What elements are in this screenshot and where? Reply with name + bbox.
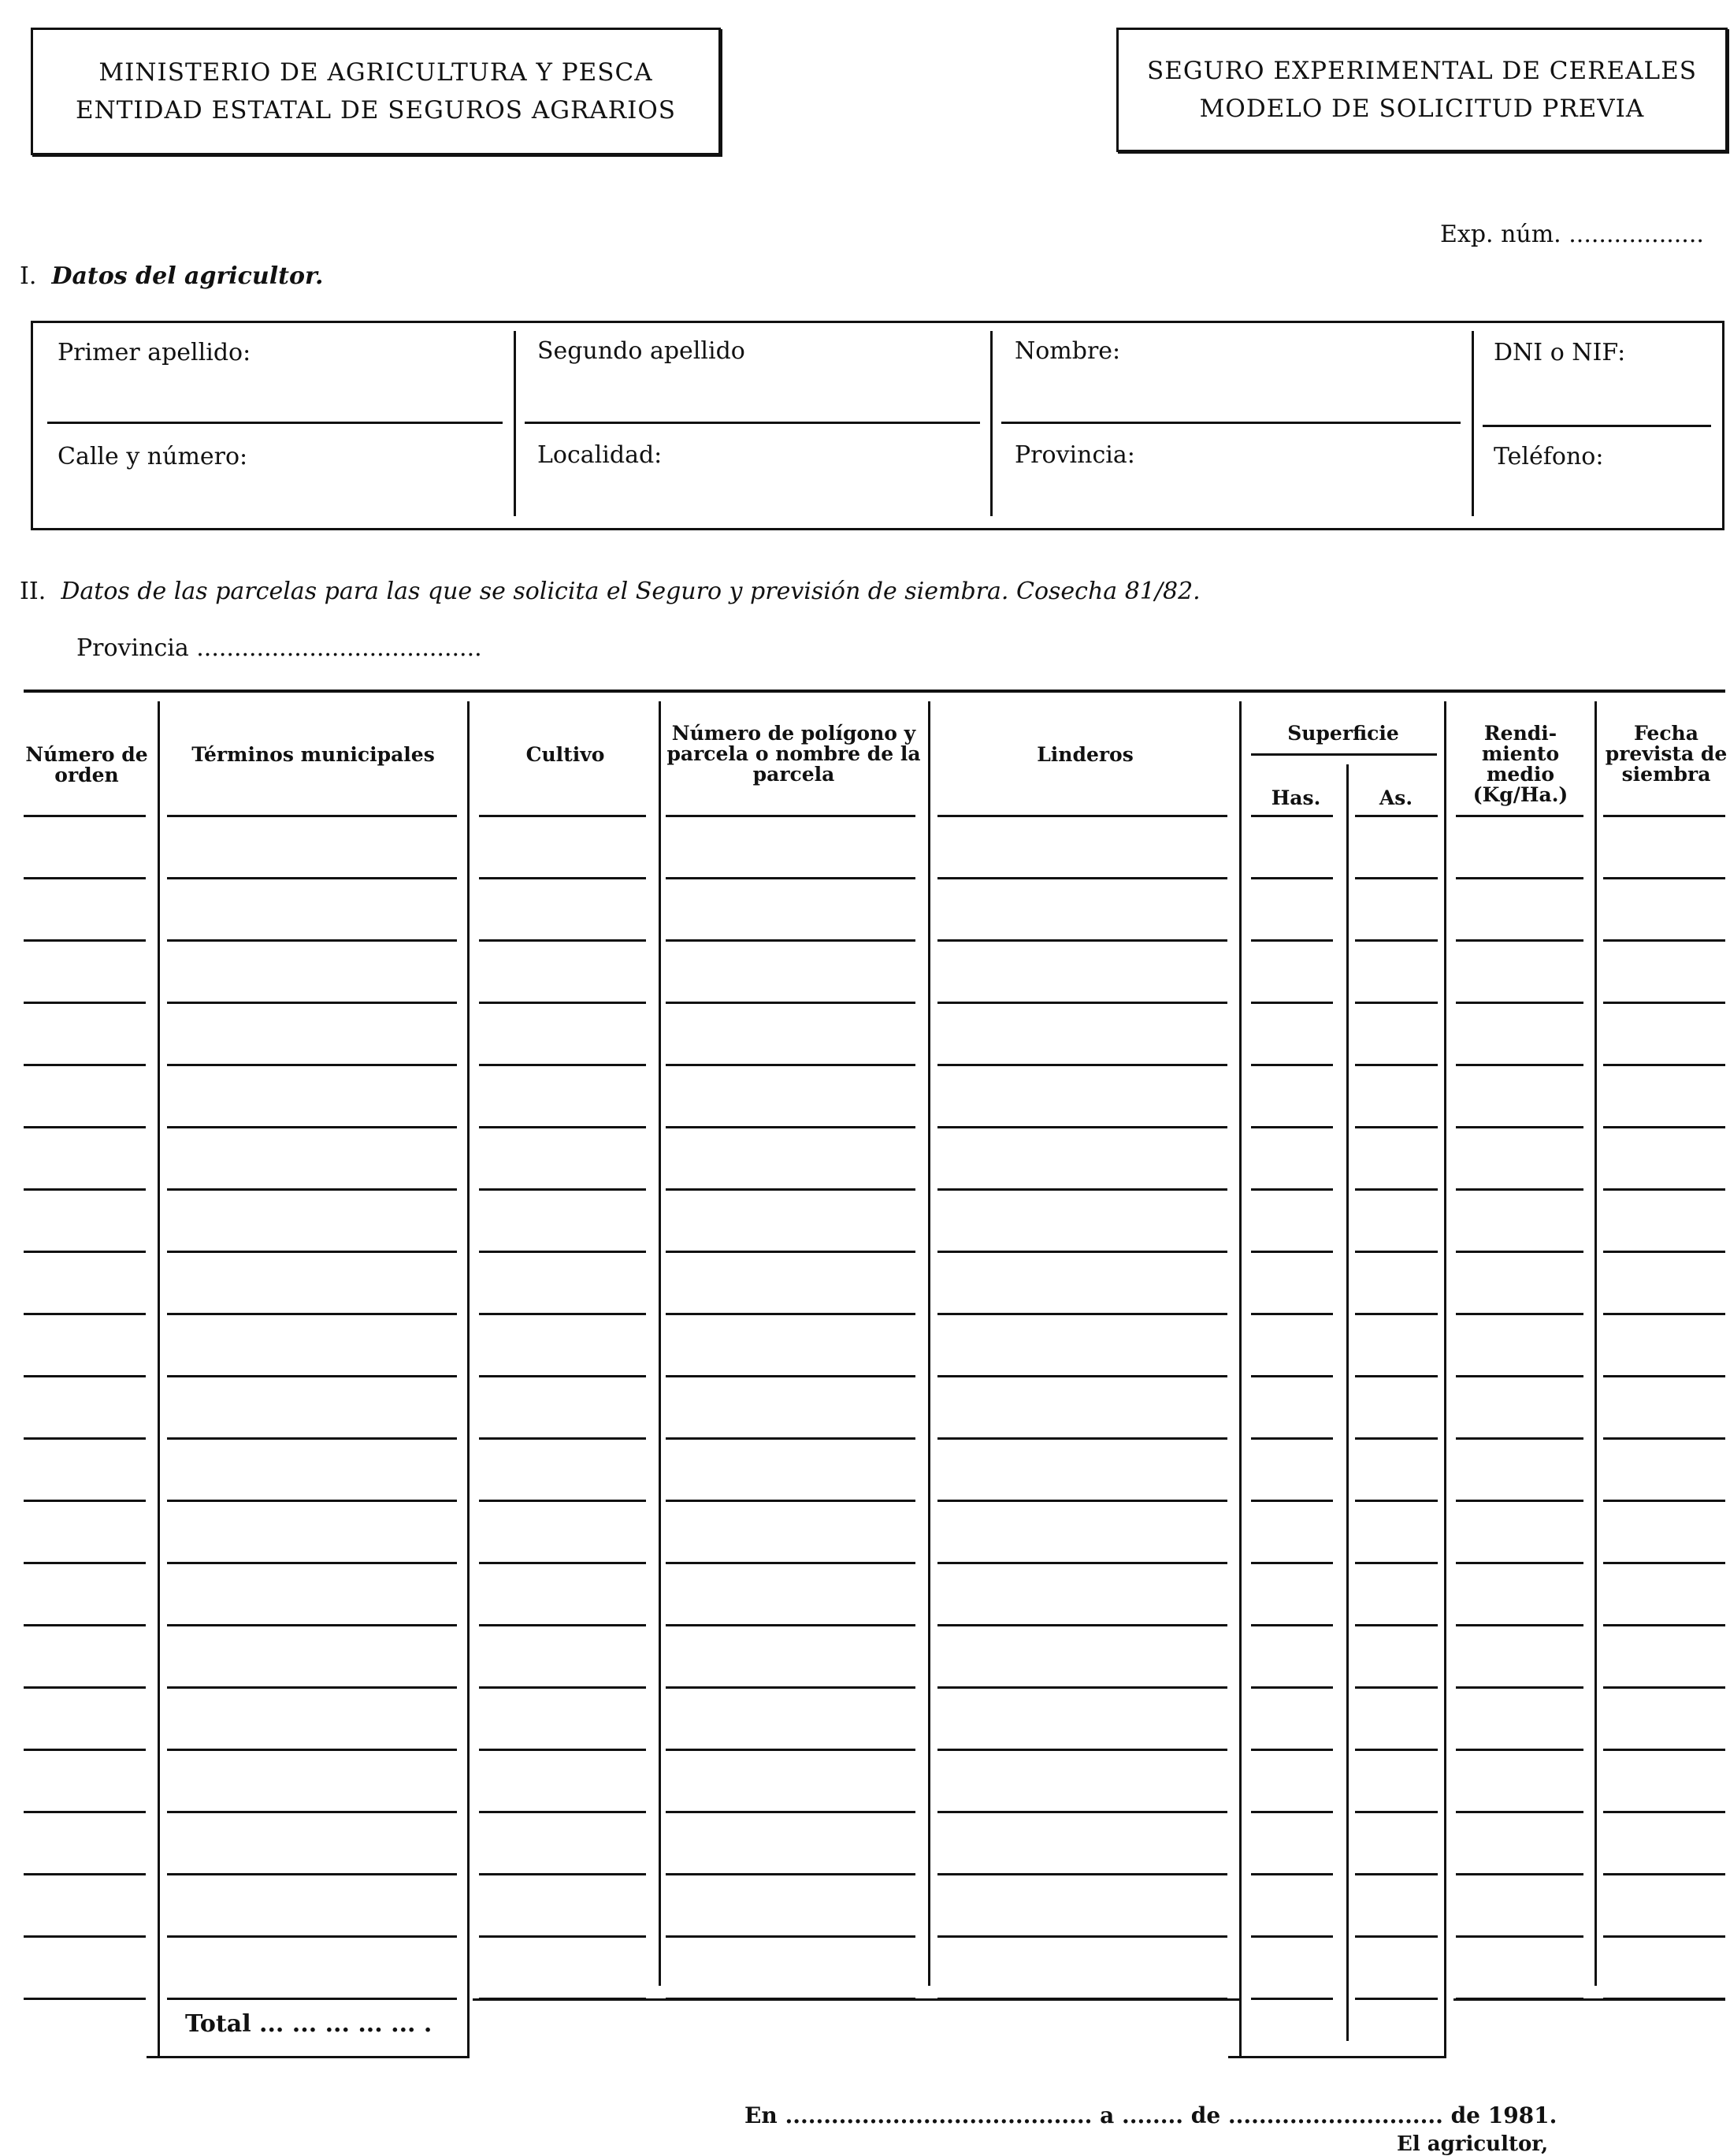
table-entry-line[interactable] <box>479 1686 646 1689</box>
table-entry-line[interactable] <box>1355 1188 1438 1191</box>
table-entry-line[interactable] <box>1251 1251 1333 1253</box>
table-entry-line[interactable] <box>1456 1686 1583 1689</box>
table-entry-line[interactable] <box>1603 877 1725 879</box>
farmer-data-box <box>31 321 1724 530</box>
table-entry-line[interactable] <box>937 1562 1227 1564</box>
table-entry-line[interactable] <box>479 1437 646 1440</box>
table-entry-line[interactable] <box>1355 1126 1438 1128</box>
table-entry-line[interactable] <box>937 1313 1227 1315</box>
table-entry-line[interactable] <box>479 1624 646 1626</box>
table-entry-line[interactable] <box>1603 1002 1725 1004</box>
divider <box>1472 331 1474 516</box>
table-entry-line[interactable] <box>1251 1375 1333 1377</box>
table-bottom-line <box>1453 1998 1725 2001</box>
table-entry-line[interactable] <box>24 1188 146 1191</box>
total-label: Total ... ... ... ... ... . <box>185 2010 432 2038</box>
divider <box>514 331 516 516</box>
table-entry-line[interactable] <box>24 1313 146 1315</box>
table-entry-line[interactable] <box>479 1313 646 1315</box>
table-entry-line[interactable] <box>1603 1375 1725 1377</box>
table-entry-line[interactable] <box>666 1562 915 1564</box>
table-entry-line[interactable] <box>24 1935 146 1938</box>
signature-label: El agricultor, <box>1397 2132 1549 2156</box>
table-entry-line[interactable] <box>167 1437 457 1440</box>
table-entry-line[interactable] <box>937 1064 1227 1066</box>
table-entry-line[interactable] <box>1456 1126 1583 1128</box>
table-entry-line[interactable] <box>167 1002 457 1004</box>
field-underline <box>1483 425 1711 427</box>
table-entry-line[interactable] <box>24 1873 146 1875</box>
table-entry-line[interactable] <box>937 1500 1227 1502</box>
table-entry-line[interactable] <box>1251 1313 1333 1315</box>
table-entry-line[interactable] <box>937 939 1227 942</box>
table-entry-line[interactable] <box>479 1188 646 1191</box>
header-as: As. <box>1379 786 1413 809</box>
table-entry-line[interactable] <box>24 1500 146 1502</box>
table-entry-line[interactable] <box>1251 1437 1333 1440</box>
table-entry-line[interactable] <box>1251 1998 1333 2000</box>
table-entry-line[interactable] <box>167 939 457 942</box>
ministry-name: MINISTERIO DE AGRICULTURA Y PESCA <box>98 58 653 87</box>
table-entry-line[interactable] <box>479 1500 646 1502</box>
table-entry-line[interactable] <box>479 939 646 942</box>
field-segundo-apellido[interactable]: Segundo apellido <box>537 337 745 365</box>
header-fecha: Fecha prevista de siembra <box>1605 722 1728 786</box>
table-entry-line[interactable] <box>1251 1002 1333 1004</box>
superficie-rule <box>1251 753 1437 756</box>
table-entry-line[interactable] <box>24 1562 146 1564</box>
form-program: SEGURO EXPERIMENTAL DE CEREALES <box>1147 57 1697 85</box>
entity-name: ENTIDAD ESTATAL DE SEGUROS AGRARIOS <box>75 96 677 125</box>
table-entry-line[interactable] <box>479 1811 646 1813</box>
table-entry-line[interactable] <box>666 1064 915 1066</box>
table-entry-line[interactable] <box>1355 1811 1438 1813</box>
table-entry-line[interactable] <box>1355 1064 1438 1066</box>
table-entry-line[interactable] <box>666 1313 915 1315</box>
table-entry-line[interactable] <box>666 815 915 817</box>
table-entry-line[interactable] <box>1456 815 1583 817</box>
table-bottom-line <box>473 1998 1241 2001</box>
table-entry-line[interactable] <box>167 1313 457 1315</box>
section1-heading <box>20 262 323 290</box>
table-entry-line[interactable] <box>1251 1188 1333 1191</box>
field-underline <box>1001 422 1461 424</box>
table-entry-line[interactable] <box>24 1126 146 1128</box>
field-nombre[interactable]: Nombre: <box>1015 337 1121 365</box>
table-entry-line[interactable] <box>1251 1749 1333 1751</box>
table-entry-line[interactable] <box>1456 1437 1583 1440</box>
table-entry-line[interactable] <box>1456 1749 1583 1751</box>
table-entry-line[interactable] <box>1251 939 1333 942</box>
field-underline <box>525 422 980 424</box>
table-entry-line[interactable] <box>479 1002 646 1004</box>
form-title-box <box>1116 28 1728 152</box>
header-numero-orden: Número de orden <box>25 743 148 786</box>
divider <box>990 331 993 516</box>
column-divider <box>928 701 930 1986</box>
column-divider <box>1239 701 1242 2058</box>
table-entry-line[interactable] <box>1251 1935 1333 1938</box>
table-entry-line[interactable] <box>1456 1064 1583 1066</box>
field-dni-nif[interactable]: DNI o NIF: <box>1494 339 1626 366</box>
expedient-number-field[interactable]: Exp. núm. .................. <box>1440 221 1704 248</box>
table-entry-line[interactable] <box>937 1251 1227 1253</box>
table-entry-line[interactable] <box>24 1002 146 1004</box>
table-entry-line[interactable] <box>24 1749 146 1751</box>
table-entry-line[interactable] <box>1251 1562 1333 1564</box>
table-entry-line[interactable] <box>1355 1686 1438 1689</box>
table-entry-line[interactable] <box>666 1126 915 1128</box>
table-entry-line[interactable] <box>24 939 146 942</box>
section1-title: Datos del agricultor. <box>51 262 324 290</box>
table-entry-line[interactable] <box>1456 1811 1583 1813</box>
table-entry-line[interactable] <box>1355 815 1438 817</box>
table-entry-line[interactable] <box>1355 939 1438 942</box>
table-entry-line[interactable] <box>1456 877 1583 879</box>
table-entry-line[interactable] <box>666 877 915 879</box>
table-entry-line[interactable] <box>1603 1686 1725 1689</box>
table-entry-line[interactable] <box>1251 1811 1333 1813</box>
table-entry-line[interactable] <box>937 1873 1227 1875</box>
table-top-rule <box>24 690 1725 693</box>
table-entry-line[interactable] <box>1603 1126 1725 1128</box>
table-entry-line[interactable] <box>1603 1624 1725 1626</box>
table-entry-line[interactable] <box>479 1749 646 1751</box>
table-entry-line[interactable] <box>24 1375 146 1377</box>
column-divider <box>1444 701 1446 2058</box>
field-primer-apellido[interactable]: Primer apellido: <box>58 339 251 366</box>
table-entry-line[interactable] <box>167 1686 457 1689</box>
table-entry-line[interactable] <box>479 877 646 879</box>
table-entry-line[interactable] <box>1355 1437 1438 1440</box>
table-entry-line[interactable] <box>666 1002 915 1004</box>
table-entry-line[interactable] <box>1456 1873 1583 1875</box>
table-entry-line[interactable] <box>937 1188 1227 1191</box>
table-entry-line[interactable] <box>937 1749 1227 1751</box>
table-entry-line[interactable] <box>937 1437 1227 1440</box>
table-entry-line[interactable] <box>1355 877 1438 879</box>
header-poligono: Número de polígono y parcela o nombre de la parcela <box>666 722 921 786</box>
table-entry-line[interactable] <box>1456 1500 1583 1502</box>
table-entry-line[interactable] <box>479 1064 646 1066</box>
table-entry-line[interactable] <box>1355 1749 1438 1751</box>
form-title: MODELO DE SOLICITUD PREVIA <box>1199 95 1645 123</box>
table-entry-line[interactable] <box>24 1998 146 2000</box>
table-entry-line[interactable] <box>1603 815 1725 817</box>
table-entry-line[interactable] <box>937 815 1227 817</box>
table-entry-line[interactable] <box>1251 1064 1333 1066</box>
table-entry-line[interactable] <box>1355 1624 1438 1626</box>
table-entry-line[interactable] <box>167 1375 457 1377</box>
header-cultivo: Cultivo <box>525 743 605 766</box>
table-entry-line[interactable] <box>937 1002 1227 1004</box>
section2-heading <box>20 578 1201 605</box>
section2-title: Datos de las parcelas para las que se solicita el Seguro y previsión de siembra. Cosecha 81/82. <box>61 578 1201 605</box>
column-divider <box>467 701 470 2058</box>
table-entry-line[interactable] <box>167 1500 457 1502</box>
table-entry-line[interactable] <box>1355 1375 1438 1377</box>
section2-number: II. <box>20 578 46 605</box>
table-entry-line[interactable] <box>167 1064 457 1066</box>
table-entry-line[interactable] <box>24 1064 146 1066</box>
table-entry-line[interactable] <box>167 1811 457 1813</box>
table-entry-line[interactable] <box>479 1251 646 1253</box>
table-entry-line[interactable] <box>937 1686 1227 1689</box>
column-divider <box>158 701 160 2058</box>
field-provincia[interactable]: Provincia: <box>1015 441 1135 469</box>
table-entry-line[interactable] <box>666 1500 915 1502</box>
table-entry-line[interactable] <box>937 1375 1227 1377</box>
table-entry-line[interactable] <box>479 1126 646 1128</box>
table-entry-line[interactable] <box>1251 1126 1333 1128</box>
table-entry-line[interactable] <box>1456 1313 1583 1315</box>
table-entry-line[interactable] <box>937 1811 1227 1813</box>
table-entry-line[interactable] <box>167 1188 457 1191</box>
table-entry-line[interactable] <box>1456 939 1583 942</box>
header-linderos: Linderos <box>1037 743 1134 766</box>
total-box-bottom <box>147 2056 470 2058</box>
table-entry-line[interactable] <box>1603 1500 1725 1502</box>
field-calle-numero[interactable]: Calle y número: <box>58 443 248 470</box>
table-entry-line[interactable] <box>479 1375 646 1377</box>
table-entry-line[interactable] <box>167 1126 457 1128</box>
table-entry-line[interactable] <box>937 877 1227 879</box>
table-entry-line[interactable] <box>1603 1251 1725 1253</box>
table-entry-line[interactable] <box>479 1935 646 1938</box>
table-entry-line[interactable] <box>24 815 146 817</box>
table-entry-line[interactable] <box>666 1749 915 1751</box>
table-entry-line[interactable] <box>1456 1002 1583 1004</box>
table-entry-line[interactable] <box>167 1251 457 1253</box>
table-entry-line[interactable] <box>24 877 146 879</box>
table-entry-line[interactable] <box>24 1251 146 1253</box>
table-entry-line[interactable] <box>1456 1624 1583 1626</box>
table-entry-line[interactable] <box>1456 1375 1583 1377</box>
table-entry-line[interactable] <box>666 1251 915 1253</box>
table-entry-line[interactable] <box>24 1811 146 1813</box>
table-entry-line[interactable] <box>1603 939 1725 942</box>
column-divider <box>659 701 661 1986</box>
field-telefono[interactable]: Teléfono: <box>1494 443 1604 470</box>
field-localidad[interactable]: Localidad: <box>537 441 663 469</box>
header-terminos: Términos municipales <box>191 743 435 766</box>
table-entry-line[interactable] <box>1355 1935 1438 1938</box>
table-entry-line[interactable] <box>479 815 646 817</box>
section1-number: I. <box>20 262 37 290</box>
table-entry-line[interactable] <box>167 1998 457 2000</box>
table-entry-line[interactable] <box>1251 815 1333 817</box>
table-entry-line[interactable] <box>666 1686 915 1689</box>
header-rendimiento: Rendi- miento medio (Kg/Ha.) <box>1472 722 1569 806</box>
table-entry-line[interactable] <box>1355 1873 1438 1875</box>
table-entry-line[interactable] <box>1251 1624 1333 1626</box>
table-entry-line[interactable] <box>167 1624 457 1626</box>
table-entry-line[interactable] <box>167 877 457 879</box>
table-entry-line[interactable] <box>1251 1873 1333 1875</box>
field-underline <box>47 422 503 424</box>
table-entry-line[interactable] <box>167 1873 457 1875</box>
header-has: Has. <box>1271 786 1321 809</box>
table-entry-line[interactable] <box>1251 877 1333 879</box>
table-entry-line[interactable] <box>1603 1811 1725 1813</box>
provincia-field[interactable]: Provincia ...................................... <box>76 634 482 662</box>
table-entry-line[interactable] <box>479 1562 646 1564</box>
table-entry-line[interactable] <box>1355 1500 1438 1502</box>
column-divider <box>1346 764 1349 2041</box>
table-entry-line[interactable] <box>1355 1002 1438 1004</box>
table-entry-line[interactable] <box>167 815 457 817</box>
place-date-line[interactable]: En ........................................ a ........ de ............................ de 1981. <box>744 2102 1557 2128</box>
table-entry-line[interactable] <box>1355 1313 1438 1315</box>
table-entry-line[interactable] <box>1355 1251 1438 1253</box>
table-entry-line[interactable] <box>937 1126 1227 1128</box>
column-divider <box>1594 701 1597 1986</box>
table-entry-line[interactable] <box>1456 1935 1583 1938</box>
table-entry-line[interactable] <box>666 1811 915 1813</box>
table-entry-line[interactable] <box>1603 1188 1725 1191</box>
table-entry-line[interactable] <box>937 1624 1227 1626</box>
total-box-bottom <box>1228 2056 1446 2058</box>
table-entry-line[interactable] <box>1251 1686 1333 1689</box>
table-entry-line[interactable] <box>1603 1064 1725 1066</box>
table-entry-line[interactable] <box>1603 1562 1725 1564</box>
table-entry-line[interactable] <box>1355 1998 1438 2000</box>
ministry-header-box <box>31 28 721 155</box>
table-entry-line[interactable] <box>1355 1562 1438 1564</box>
table-entry-line[interactable] <box>1456 1188 1583 1191</box>
header-superficie: Superficie <box>1287 722 1399 745</box>
table-entry-line[interactable] <box>1603 1749 1725 1751</box>
table-entry-line[interactable] <box>167 1562 457 1564</box>
table-entry-line[interactable] <box>666 1437 915 1440</box>
table-entry-line[interactable] <box>666 1624 915 1626</box>
table-entry-line[interactable] <box>1603 1313 1725 1315</box>
table-entry-line[interactable] <box>666 1188 915 1191</box>
table-entry-line[interactable] <box>1603 1873 1725 1875</box>
table-entry-line[interactable] <box>167 1749 457 1751</box>
table-entry-line[interactable] <box>666 1375 915 1377</box>
table-entry-line[interactable] <box>24 1437 146 1440</box>
table-entry-line[interactable] <box>666 939 915 942</box>
table-entry-line[interactable] <box>1456 1562 1583 1564</box>
table-entry-line[interactable] <box>1603 1437 1725 1440</box>
table-entry-line[interactable] <box>24 1624 146 1626</box>
table-entry-line[interactable] <box>937 1935 1227 1938</box>
table-entry-line[interactable] <box>666 1935 915 1938</box>
table-entry-line[interactable] <box>1251 1500 1333 1502</box>
table-entry-line[interactable] <box>167 1935 457 1938</box>
table-entry-line[interactable] <box>1456 1251 1583 1253</box>
table-entry-line[interactable] <box>24 1686 146 1689</box>
table-entry-line[interactable] <box>1603 1935 1725 1938</box>
table-entry-line[interactable] <box>479 1873 646 1875</box>
table-entry-line[interactable] <box>666 1873 915 1875</box>
